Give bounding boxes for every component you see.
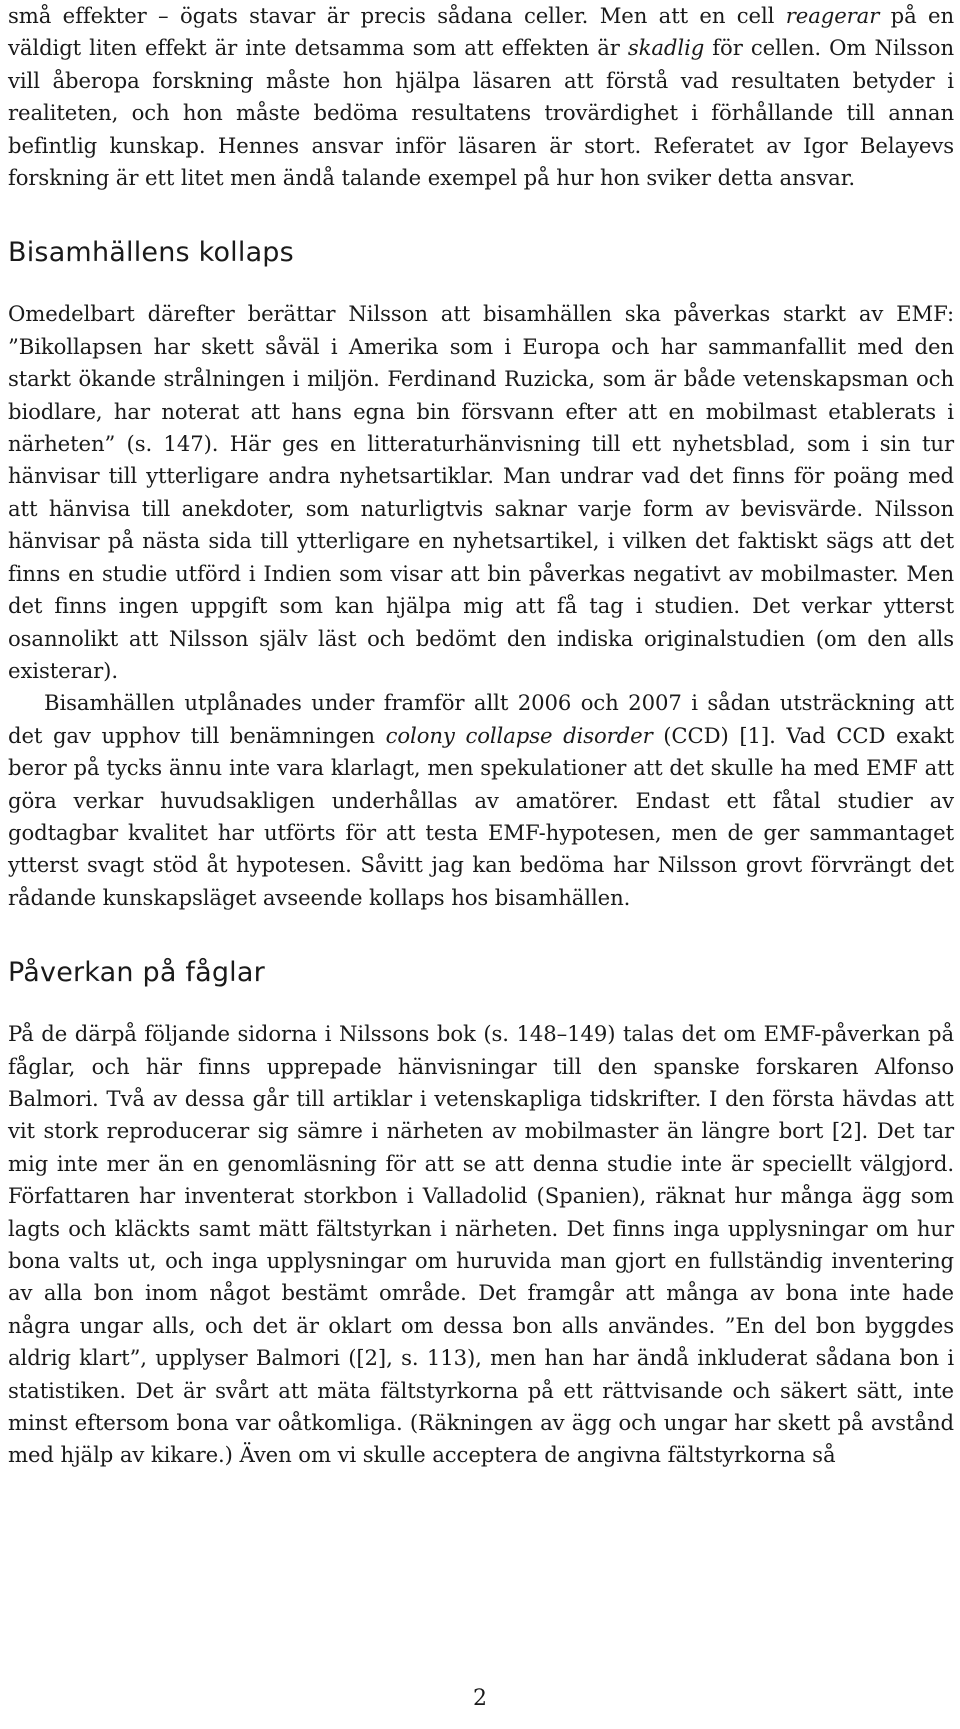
section1-paragraph-2	[8, 687, 954, 914]
spacer	[8, 990, 954, 1018]
intro-paragraph	[8, 0, 954, 194]
intro-emphasis-skadlig: skadlig	[627, 35, 705, 61]
intro-emphasis-reagerar: reagerar	[785, 3, 880, 28]
section1-p2-emphasis: colony collapse disorder	[385, 722, 653, 748]
document-page	[8, 0, 954, 1472]
spacer	[8, 914, 954, 956]
page-number: 2	[473, 1686, 487, 1711]
spacer	[8, 194, 954, 236]
intro-text-3: för cellen. Om Nilsson vill åberopa forskning måste hon hjälpa läsaren att förstå vad resultaten betyder i realiteten, och hon måste bedöma resultatens trovärdighet i förhållande till annan befintlig kunskap. Hennes ansvar inför läsaren är stort. Referatet av Igor Belayevs forskning är ett litet men ändå talande exempel på hur hon sviker detta ansvar.	[8, 35, 954, 191]
intro-text-2: på en väldigt liten effekt är inte detsamma som att effekten är	[8, 3, 955, 61]
intro-text-1: små effekter – ögats stavar är precis sådana celler. Men att en cell	[8, 3, 786, 28]
section1-p2-text-2: (CCD) [1]. Vad CCD exakt beror på tycks ännu inte vara klarlagt, men spekulationer att det skulle ha med EMF att göra verkar huvudsakligen underhållas av amatörer. Endast ett fåtal studier av godtagbar kvalitet har utförts för att testa EMF-hypotesen, men de ger sammantaget ytterst svagt stöd åt hypotesen. Såvitt jag kan bedöma har Nilsson grovt förvrängt det rådande kunskapsläget avseende kollaps hos bisamhällen.	[8, 722, 954, 910]
section1-p2-text-1: Bisamhällen utplånades under framför allt 2006 och 2007 i sådan utsträckning att det gav upphov till benämningen	[8, 690, 954, 748]
spacer	[8, 270, 954, 298]
section-heading-bisamhallen: Bisamhällens kollaps	[8, 237, 294, 269]
section-heading-faglar: Påverkan på fåglar	[8, 957, 265, 989]
section2-paragraph-1: På de därpå följande sidorna i Nilssons bok (s. 148–149) talas det om EMF-påverkan på fåglar, och här finns upprepade hänvisningar till den spanske forskaren Alfonso Balmori. Två av dessa går till artiklar i vetenskapliga tidskrifter. I den första hävdas att vit stork reproducerar sig sämre i närheten av mobilmaster än längre bort [2]. Det tar mig inte mer än en genomläsning för att se att denna studie inte är speciellt välgjord. Författaren har inventerat storkbon i Valladolid (Spanien), räknat hur många ägg som lagts och kläckts samt mätt fältstyrkan i närheten. Det finns inga upplysningar om hur bona valts ut, och inga upplysningar om huruvida man gjort en fullständig inventering av alla bon inom något bestämt område. Det framgår att många av bona inte hade några ungar alls, och det är oklart om dessa bon alls användes. ”En del bon byggdes aldrig klart”, upplyser Balmori ([2], s. 113), men han har ändå inkluderat sådana bon i statistiken. Det är svårt att mäta fältstyrkorna på ett rättvisande och säkert sätt, inte minst eftersom bona var oåtkomliga. (Räkningen av ägg och ungar har skett på avstånd med hjälp av kikare.) Även om vi skulle acceptera de angivna fältstyrkorna så	[8, 1021, 954, 1468]
section1-paragraph-1: Omedelbart därefter berättar Nilsson att bisamhällen ska påverkas starkt av EMF: ”Bikollapsen har skett såväl i Amerika som i Europa och har sammanfallit med den starkt ökande strålningen i miljön. Ferdinand Ruzicka, som är både vetenskapsman och biodlare, har noterat att hans egna bin försvann efter att en mobilmast etablerats i närheten” (s. 147). Här ges en litteraturhänvisning till ett nyhetsblad, som i sin tur hänvisar till ytterligare andra nyhetsartiklar. Man undrar vad det finns för poäng med att hänvisa till anekdoter, som naturligtvis saknar varje form av bevisvärde. Nilsson hänvisar på nästa sida till ytterligare en nyhetsartikel, i vilken det faktiskt sägs att det finns en studie utförd i Indien som visar att bin påverkas negativt av mobilmaster. Men det finns ingen uppgift som kan hjälpa mig att få tag i studien. Det verkar ytterst osannolikt att Nilsson själv läst och bedömt den indiska originalstudien (om den alls existerar).	[8, 301, 954, 683]
